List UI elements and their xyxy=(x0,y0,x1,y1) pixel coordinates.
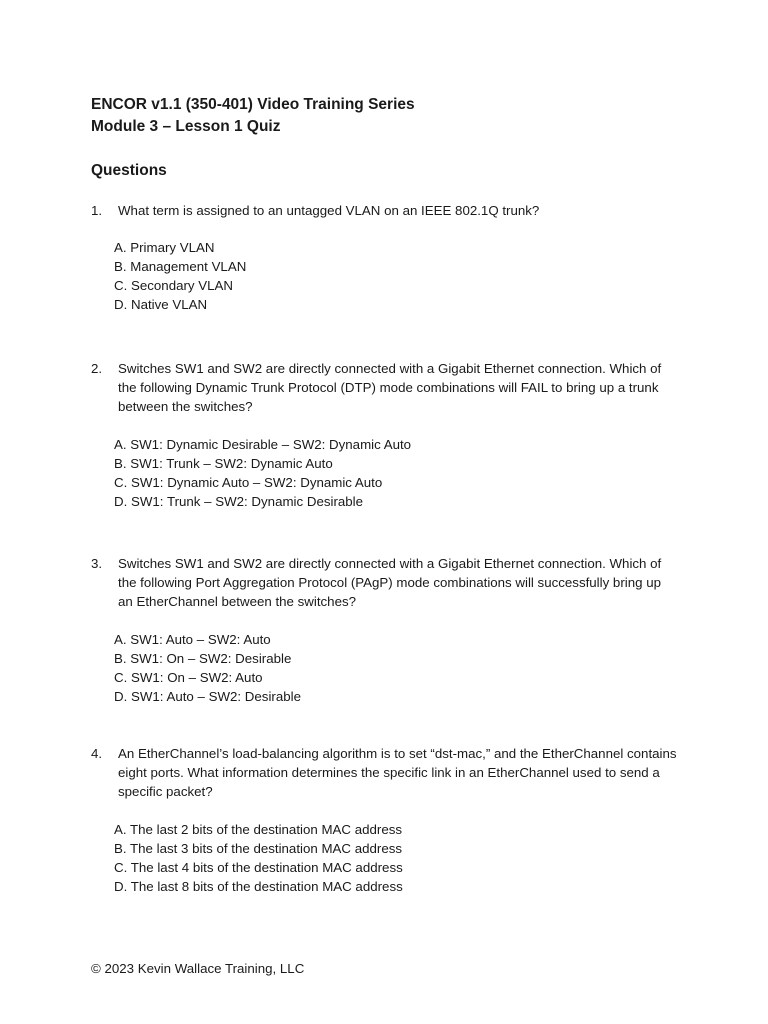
document-title xyxy=(91,94,415,138)
question-text: Switches SW1 and SW2 are directly connected with a Gigabit Ethernet connection. Which of the following Port Aggregation Protocol (PAgP) mode combinations will successfully bring up an EtherChannel between the switches? xyxy=(118,556,662,610)
answer-option: B. The last 3 bits of the destination MAC address xyxy=(114,840,403,856)
answer-option: C. Secondary VLAN xyxy=(114,278,233,294)
answer-option: B. SW1: Trunk – SW2: Dynamic Auto xyxy=(114,455,333,471)
question-1 xyxy=(91,201,691,314)
title-line-2: Module 3 – Lesson 1 Quiz xyxy=(91,118,281,135)
answer-option: D. SW1: Trunk – SW2: Dynamic Desirable xyxy=(114,493,364,509)
question-text: An EtherChannel’s load-balancing algorithm is to set “dst-mac,” and the EtherChannel contains eight ports. What information determines the specific link in an EtherChannel used to send a specific packet? xyxy=(118,746,677,800)
question-3 xyxy=(91,554,691,706)
answer-options xyxy=(91,820,691,896)
answer-option: A. SW1: Auto – SW2: Auto xyxy=(114,631,271,647)
answer-option: C. The last 4 bits of the destination MAC address xyxy=(114,859,403,875)
answer-option: C. SW1: On – SW2: Auto xyxy=(114,669,263,685)
question-number: 3. xyxy=(91,556,103,571)
answer-option: D. Native VLAN xyxy=(114,297,208,313)
question-2 xyxy=(91,359,691,511)
question-4 xyxy=(91,744,691,896)
answer-options xyxy=(91,238,691,314)
answer-option: B. SW1: On – SW2: Desirable xyxy=(114,650,292,666)
answer-option: C. SW1: Dynamic Auto – SW2: Dynamic Auto xyxy=(114,474,383,490)
answer-option: A. Primary VLAN xyxy=(114,240,215,256)
answer-option: A. SW1: Dynamic Desirable – SW2: Dynamic Auto xyxy=(114,436,412,452)
section-heading: Questions xyxy=(91,162,167,179)
answer-option: A. The last 2 bits of the destination MAC address xyxy=(114,821,403,837)
answer-option: B. Management VLAN xyxy=(114,259,247,275)
question-text: Switches SW1 and SW2 are directly connected with a Gigabit Ethernet connection. Which of the following Dynamic Trunk Protocol (DTP) mode combinations will FAIL to bring up a trunk between the switches? xyxy=(118,361,662,415)
question-number: 2. xyxy=(91,361,103,376)
question-text: What term is assigned to an untagged VLAN on an IEEE 802.1Q trunk? xyxy=(118,203,540,218)
question-number: 4. xyxy=(91,746,103,761)
copyright-footer: © 2023 Kevin Wallace Training, LLC xyxy=(91,961,305,976)
question-number: 1. xyxy=(91,203,103,218)
answer-options xyxy=(91,630,691,706)
answer-option: D. The last 8 bits of the destination MAC address xyxy=(114,878,403,894)
title-line-1: ENCOR v1.1 (350-401) Video Training Series xyxy=(91,96,415,113)
answer-option: D. SW1: Auto – SW2: Desirable xyxy=(114,688,301,704)
answer-options xyxy=(91,435,691,511)
